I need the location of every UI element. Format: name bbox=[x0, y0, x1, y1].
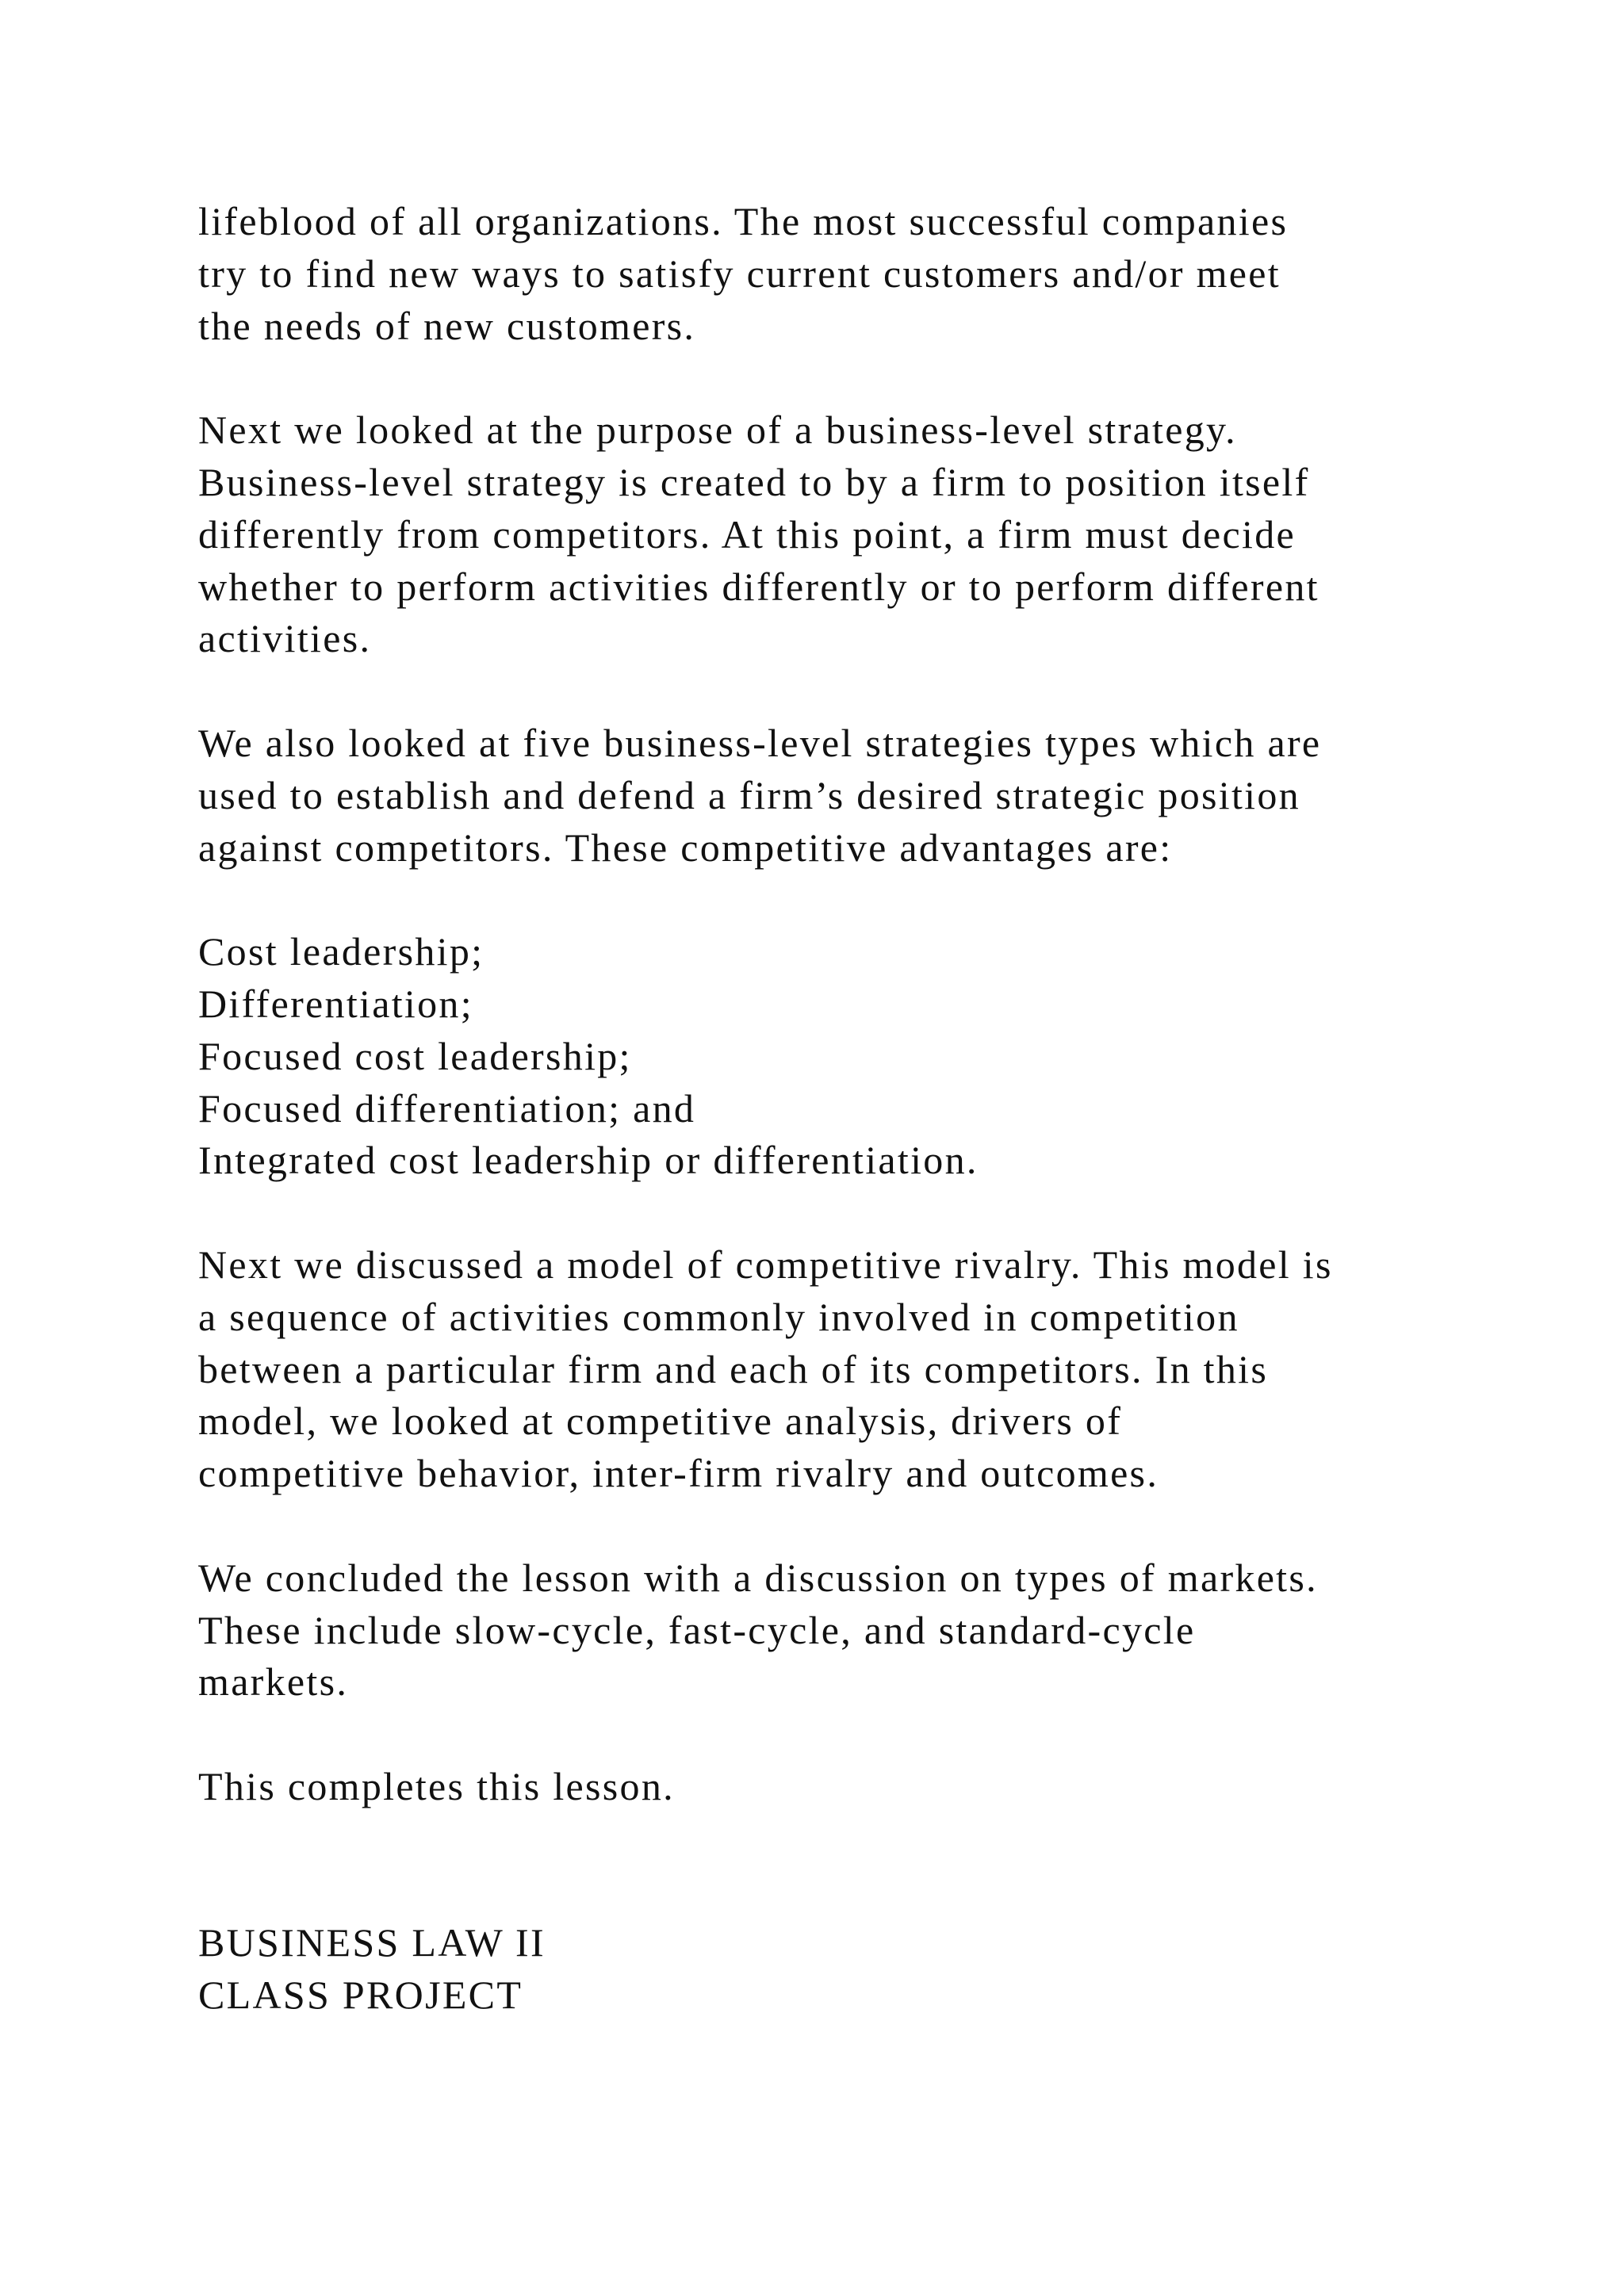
document-body bbox=[198, 196, 1546, 2022]
strategy-list-item: Differentiation; bbox=[198, 981, 473, 1026]
text-line: This completes this lesson. bbox=[198, 1763, 675, 1808]
text-line: a sequence of activities commonly involved in competition bbox=[198, 1294, 1239, 1339]
text-line: These include slow-cycle, fast-cycle, and standard-cycle bbox=[198, 1607, 1196, 1652]
text-line: markets. bbox=[198, 1659, 349, 1705]
blank-spacer bbox=[198, 1866, 1546, 1918]
strategy-list-item: Integrated cost leadership or differentiation. bbox=[198, 1138, 979, 1183]
text-line: We concluded the lesson with a discussion on types of markets. bbox=[198, 1555, 1318, 1600]
class-project-heading bbox=[198, 1917, 1546, 2022]
text-line: Next we looked at the purpose of a business-level strategy. bbox=[198, 408, 1237, 453]
text-line: whether to perform activities differently or to perform different bbox=[198, 564, 1320, 609]
strategy-list-item: Focused cost leadership; bbox=[198, 1033, 632, 1078]
text-line: lifeblood of all organizations. The most successful companies bbox=[198, 199, 1289, 243]
text-line: against competitors. These competitive advantages are: bbox=[198, 825, 1173, 870]
paragraph-five-strategies bbox=[198, 718, 1546, 874]
strategy-list-item: Focused differentiation; and bbox=[198, 1085, 696, 1131]
strategy-list-item: Cost leadership; bbox=[198, 929, 485, 974]
heading-line: CLASS PROJECT bbox=[198, 1973, 523, 2018]
paragraph-market-types bbox=[198, 1552, 1546, 1709]
text-line: the needs of new customers. bbox=[198, 303, 696, 348]
text-line: between a particular firm and each of its competitors. In this bbox=[198, 1346, 1269, 1391]
paragraph-business-level-strategy bbox=[198, 404, 1546, 665]
text-line: differently from competitors. At this point, a firm must decide bbox=[198, 511, 1297, 557]
text-line: We also looked at five business-level strategies types which are bbox=[198, 720, 1322, 765]
text-line: try to find new ways to satisfy current customers and/or meet bbox=[198, 251, 1281, 296]
text-line: used to establish and defend a firm’s desired strategic position bbox=[198, 772, 1300, 817]
strategy-list bbox=[198, 926, 1546, 1187]
text-line: competitive behavior, inter-firm rivalry and outcomes. bbox=[198, 1451, 1159, 1496]
text-line: model, we looked at competitive analysis, drivers of bbox=[198, 1399, 1123, 1444]
paragraph-intro-continuation bbox=[198, 196, 1546, 352]
text-line: Next we discussed a model of competitive rivalry. This model is bbox=[198, 1242, 1333, 1287]
paragraph-conclusion bbox=[198, 1761, 1546, 1813]
text-line: Business-level strategy is created to by a firm to position itself bbox=[198, 459, 1310, 504]
paragraph-competitive-rivalry bbox=[198, 1239, 1546, 1500]
text-line: activities. bbox=[198, 616, 372, 661]
heading-line: BUSINESS LAW II bbox=[198, 1920, 546, 1965]
